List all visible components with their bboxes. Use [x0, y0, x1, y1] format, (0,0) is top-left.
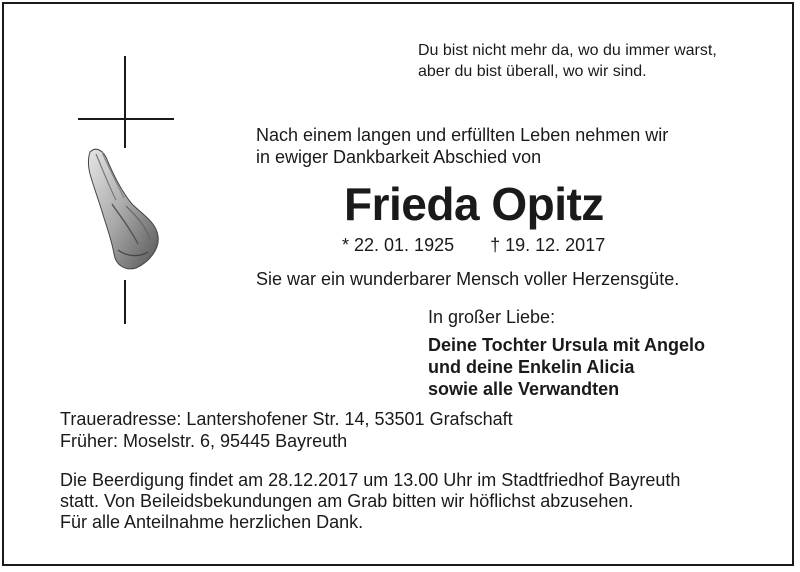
- deceased-name: Frieda Opitz: [344, 178, 604, 230]
- funeral-line-2: statt. Von Beileidsbekundungen am Grab bitten wir höflichst abzusehen.: [60, 491, 634, 511]
- cross-horizontal-bar: [78, 118, 174, 120]
- mourners-list: [428, 334, 705, 400]
- motto: [418, 40, 717, 82]
- intro-line-2: in ewiger Dankbarkeit Abschied von: [256, 147, 542, 167]
- mourner-line-2: und deine Enkelin Alicia: [428, 357, 635, 377]
- motto-line-2: aber du bist überall, wo wir sind.: [418, 63, 647, 80]
- mourning-address: [60, 408, 513, 452]
- mourners-intro: In großer Liebe:: [428, 307, 556, 327]
- obituary-notice: [2, 2, 794, 566]
- motto-line-1: Du bist nicht mehr da, wo du immer warst,: [418, 42, 717, 59]
- intro-text: [256, 124, 668, 168]
- tribute-text: Sie war ein wunderbarer Mensch voller Herzensgüte.: [256, 269, 680, 289]
- address-line-2: Früher: Moselstr. 6, 95445 Bayreuth: [60, 431, 348, 451]
- funeral-line-1: Die Beerdigung findet am 28.12.2017 um 13.00 Uhr im Stadtfriedhof Bayreuth: [60, 470, 681, 490]
- life-dates: [342, 234, 605, 256]
- intro-line-1: Nach einem langen und erfüllten Leben nehmen wir: [256, 125, 669, 145]
- cross-lower-bar: [124, 280, 126, 324]
- funeral-line-3: Für alle Anteilnahme herzlichen Dank.: [60, 512, 364, 532]
- mourner-line-3: sowie alle Verwandten: [428, 379, 620, 399]
- funeral-info: [60, 470, 760, 533]
- birth-date: * 22. 01. 1925: [342, 235, 455, 255]
- death-date: † 19. 12. 2017: [490, 235, 606, 255]
- cross-upper-bar: [124, 56, 126, 148]
- mourner-line-1: Deine Tochter Ursula mit Angelo: [428, 335, 706, 355]
- address-line-1: Traueradresse: Lantershofener Str. 14, 53501 Grafschaft: [60, 409, 513, 429]
- praying-hands-icon: [86, 144, 162, 272]
